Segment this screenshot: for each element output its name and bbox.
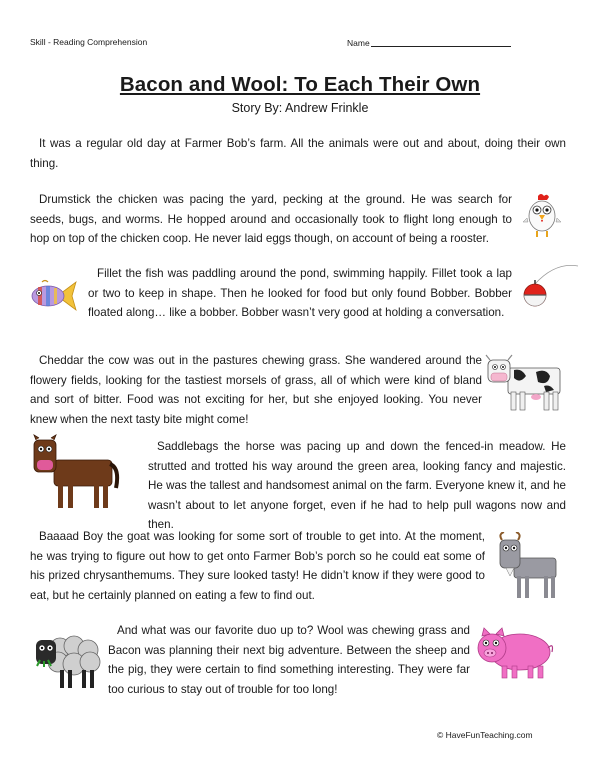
horse-icon bbox=[30, 434, 122, 512]
paragraph-goat: Baaaad Boy the goat was looking for some sort of trouble to get into. At the moment, he was trying to figure out how to get onto Farmer Bob’s porch so he could eat some of his prized chrysanthemums. They sure looked tasty! He didn’t know if they were good to eat, but he certainly planned on eating a few to find out. bbox=[30, 530, 485, 602]
name-line bbox=[371, 37, 511, 47]
paragraph-horse: Saddlebags the horse was pacing up and down the fenced-in meadow. He strutted and trotted his way around the green area, looking fancy and majestic. He was the tallest and handsomest animal on the farm. Everyone knew it, and he wasn’t about to let anyone forget, even if he had to help pull wagons now and then. bbox=[148, 440, 566, 531]
fish-icon bbox=[30, 278, 80, 314]
skill-label: Skill - Reading Comprehension bbox=[30, 37, 148, 47]
paragraph-cow: Cheddar the cow was out in the pastures chewing grass. She wandered around the flowery fields, looking for the tastiest morsels of grass, all of which were kind of bland and sort of bitter. Food was not exciting for her, but she enjoyed looking. You never knew when the next tasty bite might come! bbox=[30, 354, 482, 426]
bobber-icon bbox=[520, 264, 580, 314]
pig-icon bbox=[474, 626, 556, 682]
paragraph-chicken: Drumstick the chicken was pacing the yard, pecking at the ground. He was search for seeds, bugs, and worms. He hopped around and occasionally took to flight long enough to hop on top of the chicken coop. He never laid eggs though, on account of being a rooster. bbox=[30, 193, 512, 245]
sheep-icon bbox=[30, 626, 104, 690]
story-title: Bacon and Wool: To Each Their Own bbox=[119, 73, 481, 96]
paragraph-fish: Fillet the fish was paddling around the pond, swimming happily. Fillet took a lap or two to keep in shape. Then he looked for food but only found Bobber. Bobber floated along… like a bobber. Bobber wasn’t very good at holding a conversation. bbox=[88, 267, 512, 319]
chicken-icon bbox=[522, 192, 562, 240]
copyright-footer: © HaveFunTeaching.com bbox=[437, 730, 533, 740]
story-byline: Story By: Andrew Frinkle bbox=[231, 101, 369, 115]
cow-icon bbox=[484, 352, 566, 414]
paragraph-intro: It was a regular old day at Farmer Bob’s farm. All the animals were out and about, doing their own thing. bbox=[30, 137, 566, 170]
paragraph-duo: And what was our favorite duo up to? Wool was chewing grass and Bacon was planning their next big adventure. Between the sheep and the pig, they were certain to find something interesting. They were far too curious to stay out of trouble for too long! bbox=[108, 624, 470, 696]
goat-icon bbox=[496, 532, 560, 602]
name-field bbox=[347, 37, 511, 48]
name-label: Name bbox=[347, 38, 370, 48]
